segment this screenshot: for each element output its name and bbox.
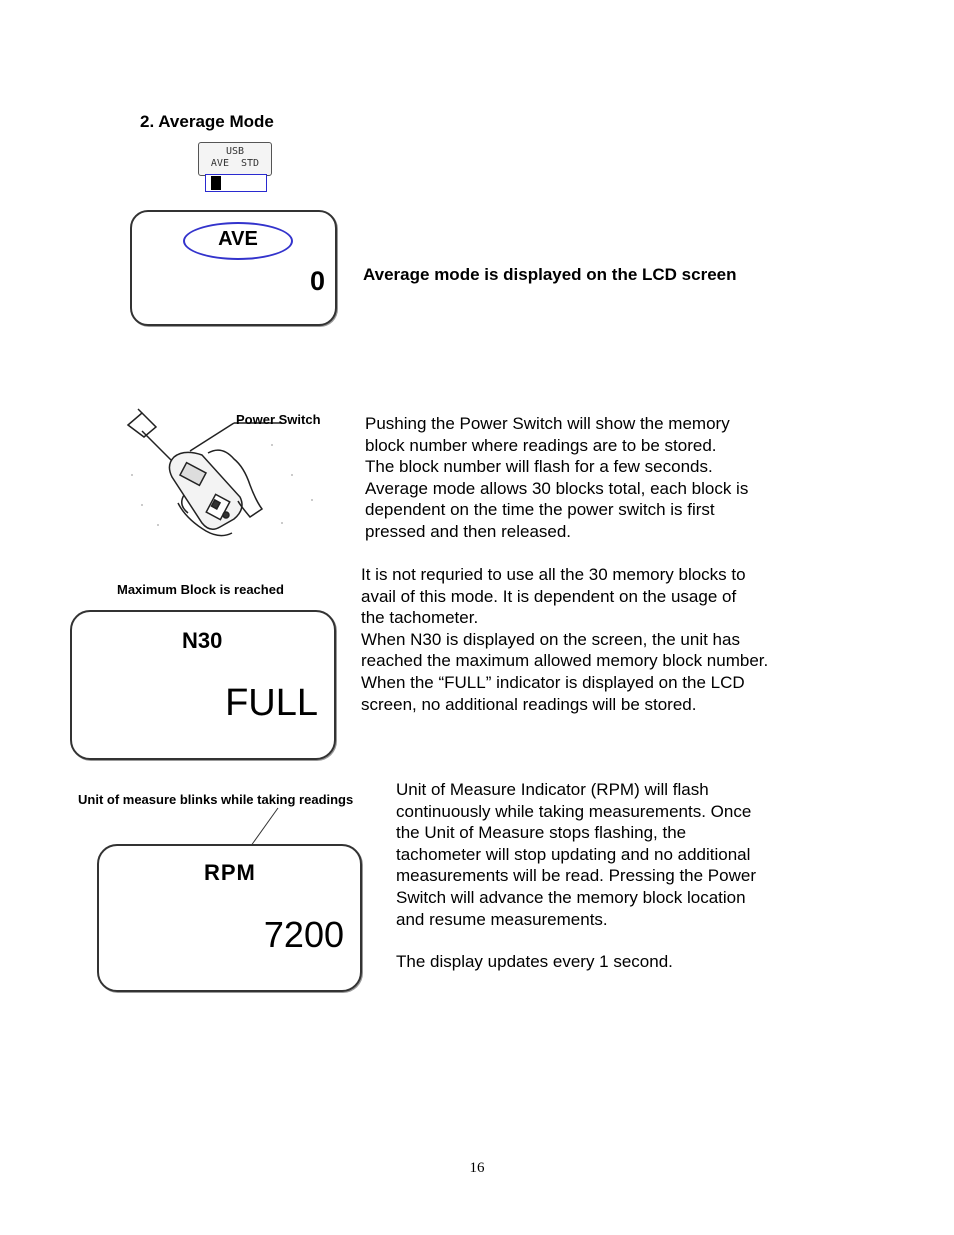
- ave-indicator-label: AVE: [218, 228, 258, 250]
- rpm-description: Unit of Measure Indicator (RPM) will flash continuously while taking measurements. Once the Unit of Measure stops flashing, the tachometer will stop updating and no additional measurements will be read. Pressing the Power Switch will advance the memory block location and resume measurements.: [396, 780, 756, 929]
- max-block-full-indicator: FULL: [225, 682, 318, 724]
- ave-caption: Average mode is displayed on the LCD screen: [363, 265, 737, 284]
- mode-switch-icon: [198, 142, 272, 176]
- rpm-value: 7200: [263, 914, 344, 955]
- switch-slider-knob: [211, 176, 221, 190]
- page-number: 16: [469, 1160, 485, 1176]
- rpm-lcd-display: [97, 844, 362, 992]
- rpm-unit-indicator: RPM: [204, 860, 256, 885]
- power-switch-label: Power Switch: [236, 412, 321, 427]
- switch-label-ave-std: AVE STD: [210, 158, 260, 169]
- max-block-number: N30: [182, 628, 223, 653]
- ave-value: 0: [309, 266, 325, 296]
- max-block-description: It is not requried to use all the 30 memory blocks to avail of this mode. It is dependent on the usage of the tachometer. When N30 is displayed on the screen, the unit has reached the maximum allowed memory block number. When the “FULL” indicator is displayed on the LCD screen, no additional readings will be stored.: [361, 565, 769, 714]
- section-heading: 2. Average Mode: [140, 112, 274, 131]
- rpm-caption: Unit of measure blinks while taking readings: [78, 792, 354, 807]
- max-block-caption: Maximum Block is reached: [117, 582, 284, 597]
- display-update-note: The display updates every 1 second.: [396, 952, 673, 971]
- switch-slider-track: [205, 174, 267, 192]
- power-switch-description: Pushing the Power Switch will show the memory block number where readings are to be stored. The block number will flash for a few seconds. Average mode allows 30 blocks total, each block is dependent on the time the power switch is first pressed and then released.: [365, 414, 749, 541]
- switch-label-usb: USB: [225, 146, 245, 157]
- max-block-lcd-display: [70, 610, 336, 760]
- ave-lcd-display: [130, 210, 337, 326]
